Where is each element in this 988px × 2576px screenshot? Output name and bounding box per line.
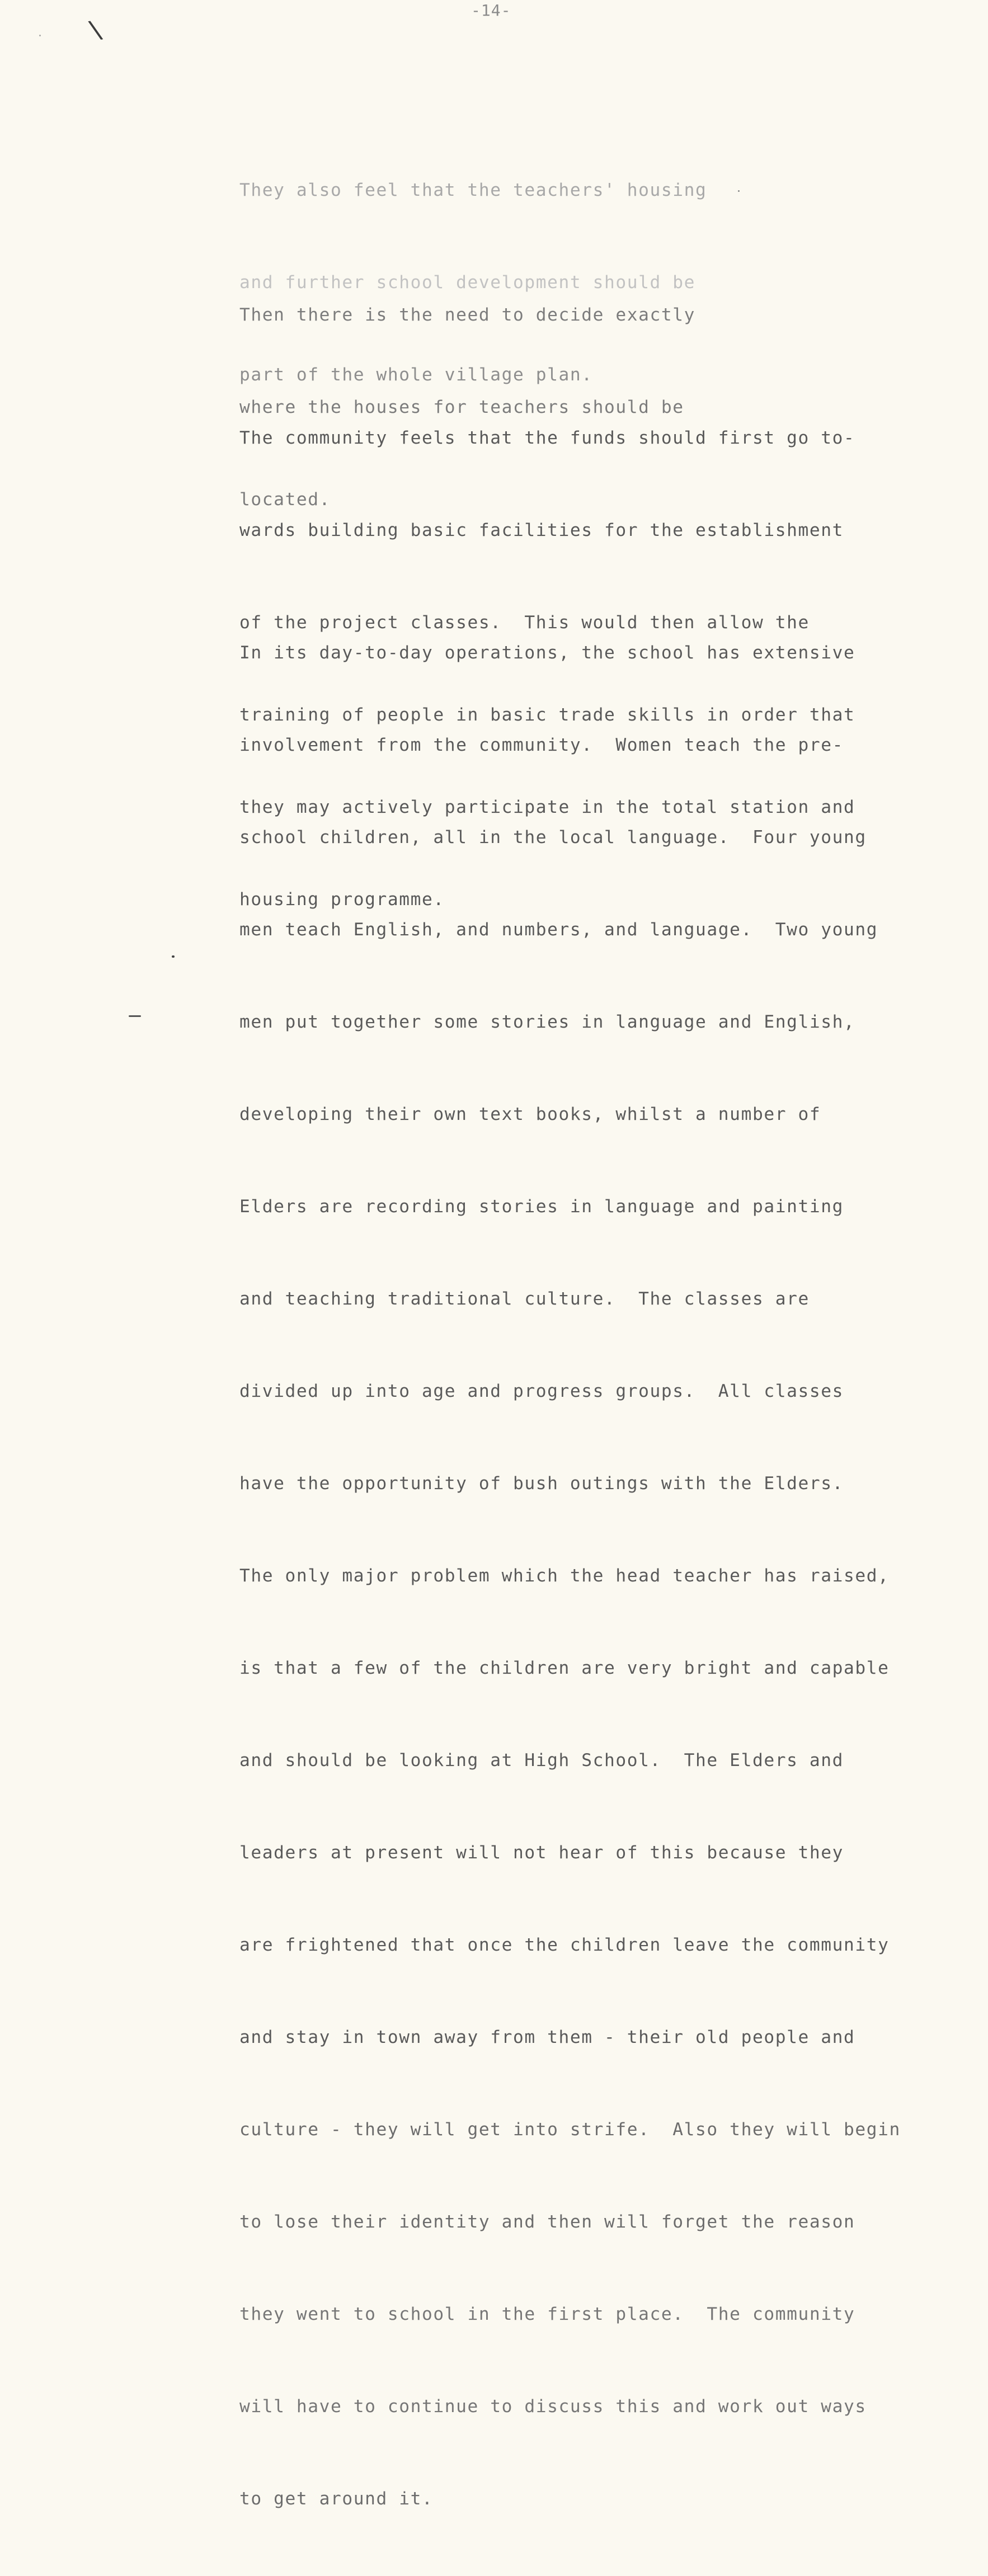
text-line: and further school development should be [239,272,696,293]
text-line: involvement from the community. Women teach the pre- [239,735,844,755]
text-line: developing their own text books, whilst a number of [239,1104,821,1124]
text-line: will have to continue to discuss this and work out ways [239,2396,867,2417]
ink-speck [172,955,175,958]
text-line: men put together some stories in language and English, [239,1012,855,1032]
text-line: housing programme. [239,889,445,910]
text-line: The only major problem which the head teacher has raised, [239,1566,890,1586]
text-line: is that a few of the children are very bright and capable [239,1658,890,1678]
text-line: to lose their identity and then will forget the reason [239,2212,855,2232]
text-line: In its day-to-day operations, the school has extensive [239,643,855,663]
text-line: men teach English, and numbers, and language. Two young [239,920,878,940]
text-line: located. [239,489,331,510]
text-line: have the opportunity of bush outings with the Elders. [239,1473,844,1494]
page-number: -14- [471,1,511,20]
text-line: where the houses for teachers should be [239,397,684,417]
text-line: culture - they will get into strife. Also they will begin [239,2120,901,2140]
text-line: The community feels that the funds should first go to- [239,428,855,448]
text-line: school children, all in the local language. Four young [239,827,867,847]
text-line: Elders are recording stories in language and painting [239,1197,844,1217]
text-line: to get around it. [239,2489,434,2509]
paragraph-school-operations [239,576,967,2576]
text-line: wards building basic facilities for the establishment [239,520,844,540]
text-line: and teaching traditional culture. The classes are [239,1289,810,1309]
text-line: they may actively participate in the total station and [239,797,855,817]
text-line: part of the whole village plan. [239,365,593,385]
ink-speck [129,1015,141,1017]
text-line: of the project classes. This would then allow the [239,613,810,633]
text-line: divided up into age and progress groups. All classes [239,1381,844,1401]
ink-speck [39,35,41,36]
text-line: and stay in town away from them - their old people and [239,2027,855,2047]
text-line: and should be looking at High School. The Elders and [239,1750,844,1770]
text-line: are frightened that once the children leave the community [239,1935,890,1955]
text-line: they went to school in the first place. The community [239,2304,855,2324]
text-line: leaders at present will not hear of this because they [239,1843,844,1863]
text-line: training of people in basic trade skills in order that [239,705,855,725]
text-line: Then there is the need to decide exactly [239,305,696,325]
pen-mark: \ [86,15,106,45]
text-line: They also feel that the teachers' housing [239,180,707,200]
